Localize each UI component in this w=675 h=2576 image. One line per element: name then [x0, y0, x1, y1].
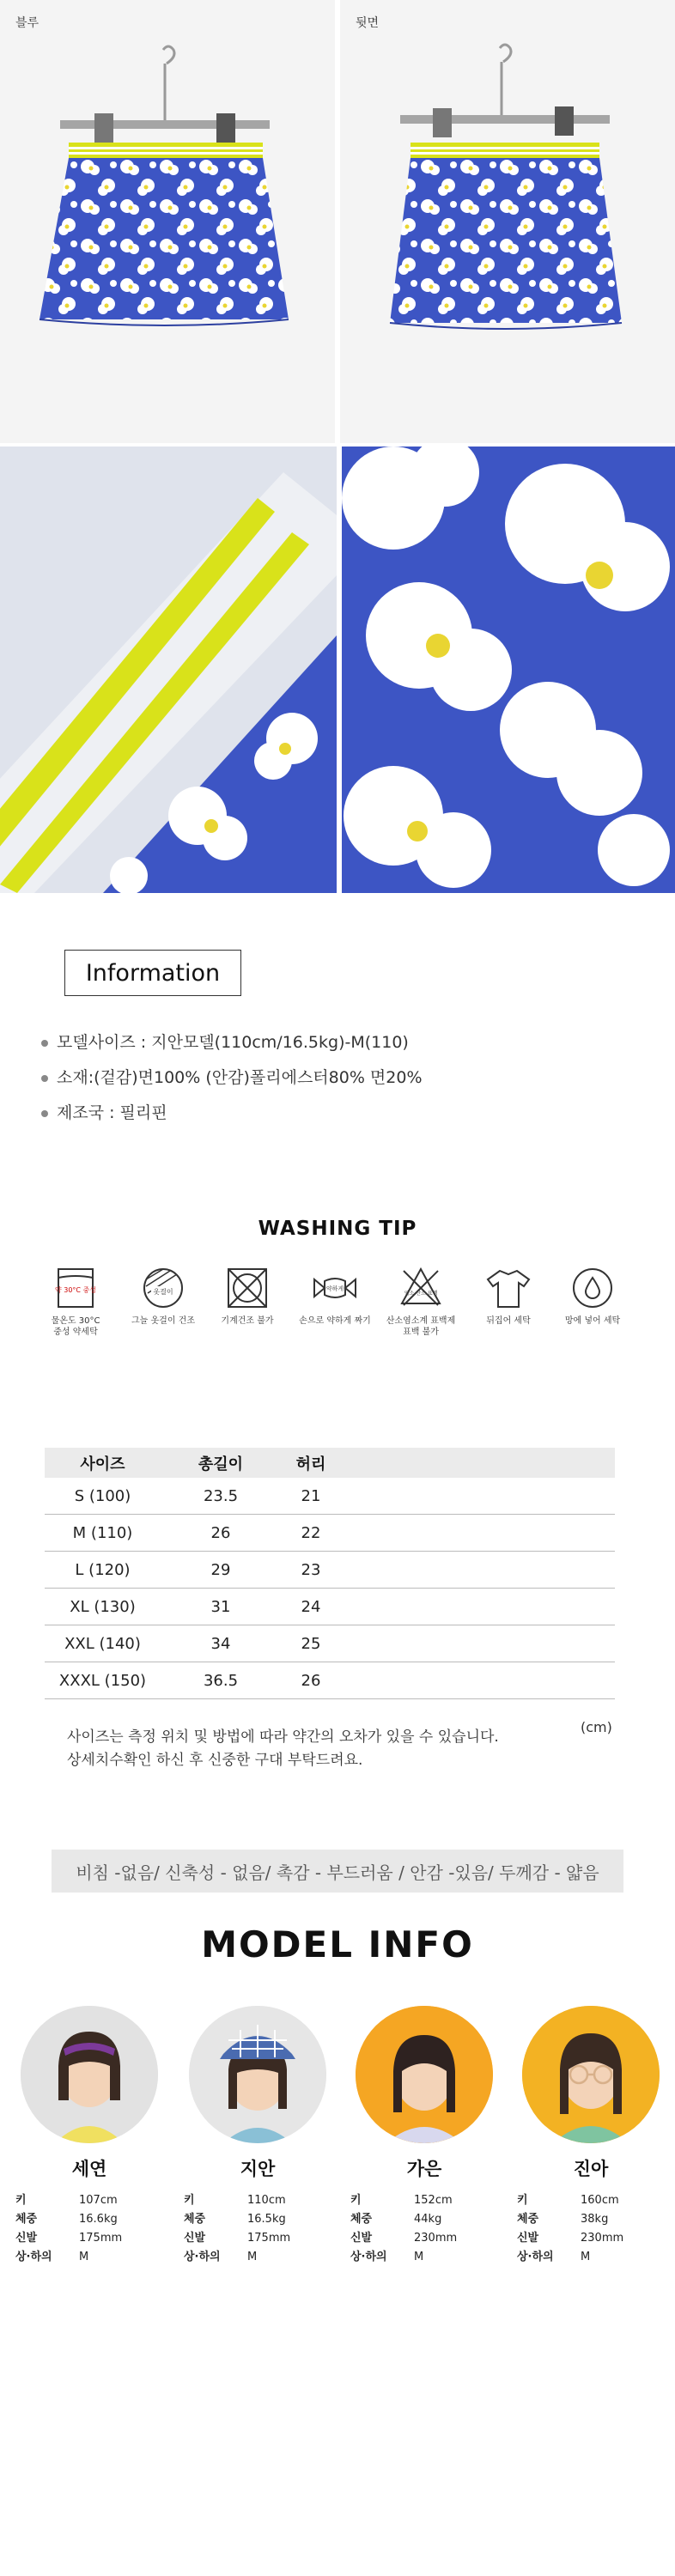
empty-cell [341, 1515, 615, 1552]
waist-cell: 21 [281, 1478, 341, 1515]
flower-print-closeup-illustration [342, 447, 675, 893]
wash-icon-inner-text: 옷걸이 [153, 1288, 173, 1296]
waist-cell: 23 [281, 1552, 341, 1589]
stat-row-height [517, 2191, 672, 2210]
model-card [15, 2006, 170, 2267]
model-name: 세연 [71, 2159, 107, 2179]
model-portrait-illustration [21, 2006, 158, 2143]
wash-item-inside-out [467, 1264, 550, 1327]
model-size-info: 모델사이즈 : 지안모델(110cm/16.5kg)-M(110) [38, 1025, 423, 1060]
empty-cell [341, 1662, 615, 1699]
stat-label: 상·하의 [350, 2251, 387, 2263]
stat-row-weight [350, 2210, 505, 2229]
stat-label: 키 [15, 2194, 27, 2207]
empty-cell [341, 1552, 615, 1589]
stat-row-shoe [15, 2229, 170, 2248]
waist-cell: 22 [281, 1515, 341, 1552]
avatar [189, 2006, 326, 2143]
net-wash-icon [569, 1264, 617, 1312]
stat-label: 상·하의 [517, 2251, 554, 2263]
model-name: 진아 [573, 2159, 609, 2179]
length-cell: 34 [161, 1625, 281, 1662]
country-of-origin-info: 제조국 : 필리핀 [38, 1096, 423, 1131]
waist-cell: 26 [281, 1662, 341, 1699]
stat-row-size [15, 2248, 170, 2267]
stat-value: 175mm [247, 2232, 291, 2245]
no-bleach-icon [397, 1264, 445, 1312]
avatar [356, 2006, 493, 2143]
stat-value: M [79, 2251, 89, 2263]
no-machine-dry-icon [223, 1264, 271, 1312]
length-cell: 29 [161, 1552, 281, 1589]
stat-label: 상·하의 [184, 2251, 221, 2263]
size-cell: M (110) [45, 1515, 161, 1552]
stat-value: 230mm [581, 2232, 624, 2245]
model-stats [517, 2191, 672, 2267]
stat-label: 키 [184, 2194, 195, 2207]
stat-row-height [350, 2191, 505, 2210]
model-portrait-illustration [522, 2006, 660, 2143]
stat-label: 신발 [15, 2232, 38, 2245]
stat-value: M [247, 2251, 258, 2263]
information-list [38, 1025, 423, 1131]
stat-row-weight [517, 2210, 672, 2229]
model-portrait-illustration [356, 2006, 493, 2143]
stat-label: 체중 [15, 2213, 38, 2226]
information-heading: Information [64, 950, 241, 996]
table-row [45, 1625, 615, 1662]
wash-label: 산소염소계 표백제 표백 불가 [386, 1316, 456, 1337]
length-cell: 26 [161, 1515, 281, 1552]
stat-row-shoe [517, 2229, 672, 2248]
wash-icon-inner-text: 약하게 [325, 1285, 344, 1292]
stat-row-size [517, 2248, 672, 2267]
waistband-closeup-illustration [0, 447, 337, 893]
model-stats [184, 2191, 338, 2267]
view-label: 뒷면 [356, 16, 380, 30]
stat-row-size [350, 2248, 505, 2267]
table-row [45, 1662, 615, 1699]
stat-value: 152cm [414, 2194, 453, 2207]
wash-label: 손으로 약하게 짜기 [299, 1316, 371, 1326]
stat-value: 230mm [414, 2232, 458, 2245]
stat-value: M [581, 2251, 591, 2263]
stat-row-shoe [184, 2229, 338, 2248]
size-cell: XXL (140) [45, 1625, 161, 1662]
model-card [517, 2006, 672, 2267]
hand-wring-icon [311, 1264, 359, 1312]
color-label: 블루 [15, 16, 40, 30]
wash-item-shade-dry [122, 1264, 204, 1327]
fabric-properties-bar: 비침 -없음/ 신축성 - 없음/ 촉감 - 부드러움 / 안감 -있음/ 두께감 - 얇음 [52, 1850, 623, 1893]
table-row [45, 1515, 615, 1552]
stat-label: 신발 [184, 2232, 206, 2245]
size-note-line: 상세치수확인 하신 후 신중한 구대 부탁드려요. [67, 1752, 363, 1769]
stat-value: 16.5kg [247, 2213, 286, 2226]
model-card [350, 2006, 505, 2267]
wash-icon-inner-text: 약 30°C 중성 [54, 1286, 97, 1294]
stat-label: 체중 [517, 2213, 539, 2226]
wash-label: 기계건조 불가 [221, 1316, 274, 1326]
model-card [184, 2006, 338, 2267]
model-stats [15, 2191, 170, 2267]
shade-dry-icon [139, 1264, 187, 1312]
stat-row-weight [15, 2210, 170, 2229]
waistband-detail-photo [0, 447, 337, 893]
size-cell: S (100) [45, 1478, 161, 1515]
water-temperature-icon [52, 1264, 100, 1312]
model-stats [350, 2191, 505, 2267]
length-cell: 31 [161, 1589, 281, 1625]
stat-label: 상·하의 [15, 2251, 52, 2263]
stat-value: 110cm [247, 2194, 286, 2207]
table-row [45, 1552, 615, 1589]
size-table [45, 1448, 615, 1699]
length-cell: 36.5 [161, 1662, 281, 1699]
empty-cell [341, 1478, 615, 1515]
empty-cell [341, 1625, 615, 1662]
size-unit-label: (cm) [581, 1719, 612, 1735]
avatar [522, 2006, 660, 2143]
size-column-header: 사이즈 [45, 1448, 161, 1478]
waist-cell: 25 [281, 1625, 341, 1662]
stat-value: 175mm [79, 2232, 123, 2245]
length-column-header: 총길이 [161, 1448, 281, 1478]
size-cell: XXXL (150) [45, 1662, 161, 1699]
stat-value: M [414, 2251, 424, 2263]
stat-value: 107cm [79, 2194, 118, 2207]
model-portrait-illustration [189, 2006, 326, 2143]
stat-label: 키 [350, 2194, 362, 2207]
size-note [67, 1726, 499, 1772]
stat-value: 16.6kg [79, 2213, 118, 2226]
waist-column-header: 허리 [281, 1448, 341, 1478]
skirt-back-on-hanger-illustration [340, 0, 675, 443]
skirt-on-hanger-illustration [0, 0, 335, 443]
material-info: 소재:(겉감)면100% (안감)폴리에스터80% 면20% [38, 1060, 423, 1096]
wash-label: 물온도 30°C 중성 약세탁 [51, 1316, 100, 1337]
turn-inside-out-icon [484, 1264, 532, 1312]
stat-label: 체중 [184, 2213, 206, 2226]
stat-row-height [15, 2191, 170, 2210]
stat-label: 키 [517, 2194, 528, 2207]
waist-cell: 24 [281, 1589, 341, 1625]
table-row [45, 1589, 615, 1625]
wash-item-no-bleach [380, 1264, 462, 1338]
wash-label: 망에 넣어 세탁 [564, 1316, 621, 1326]
wash-item-no-machine-dry [206, 1264, 289, 1327]
stat-value: 160cm [581, 2194, 619, 2207]
length-cell: 23.5 [161, 1478, 281, 1515]
stat-row-size [184, 2248, 338, 2267]
stat-row-height [184, 2191, 338, 2210]
size-table-header-row [45, 1448, 615, 1478]
wash-item-net-wash [551, 1264, 634, 1327]
stat-row-weight [184, 2210, 338, 2229]
stat-value: 44kg [414, 2213, 442, 2226]
empty-cell [341, 1589, 615, 1625]
avatar [21, 2006, 158, 2143]
stat-label: 신발 [517, 2232, 539, 2245]
wash-icon-inner-text: 염소 산소 표백 [404, 1291, 438, 1297]
washing-tip-heading: WASHING TIP [258, 1218, 417, 1240]
fabric-print-detail-photo [342, 447, 675, 893]
stat-row-shoe [350, 2229, 505, 2248]
size-note-line: 사이즈는 측정 위치 및 방법에 따라 약간의 오차가 있을 수 있습니다. [67, 1728, 499, 1746]
product-photo-front [0, 0, 335, 443]
wash-label: 그늘 옷걸이 건조 [131, 1316, 195, 1326]
empty-column-header [341, 1448, 615, 1478]
product-photo-back [340, 0, 675, 443]
stat-label: 신발 [350, 2232, 373, 2245]
wash-label: 뒤집어 세탁 [486, 1316, 531, 1326]
model-name: 지안 [240, 2159, 276, 2179]
wash-item-hand-wring [294, 1264, 376, 1327]
model-name: 가은 [406, 2159, 442, 2179]
size-cell: L (120) [45, 1552, 161, 1589]
table-row [45, 1478, 615, 1515]
stat-label: 체중 [350, 2213, 373, 2226]
size-cell: XL (130) [45, 1589, 161, 1625]
wash-item-water-temp [34, 1264, 117, 1338]
model-info-heading: MODEL INFO [201, 1923, 474, 1965]
stat-value: 38kg [581, 2213, 609, 2226]
